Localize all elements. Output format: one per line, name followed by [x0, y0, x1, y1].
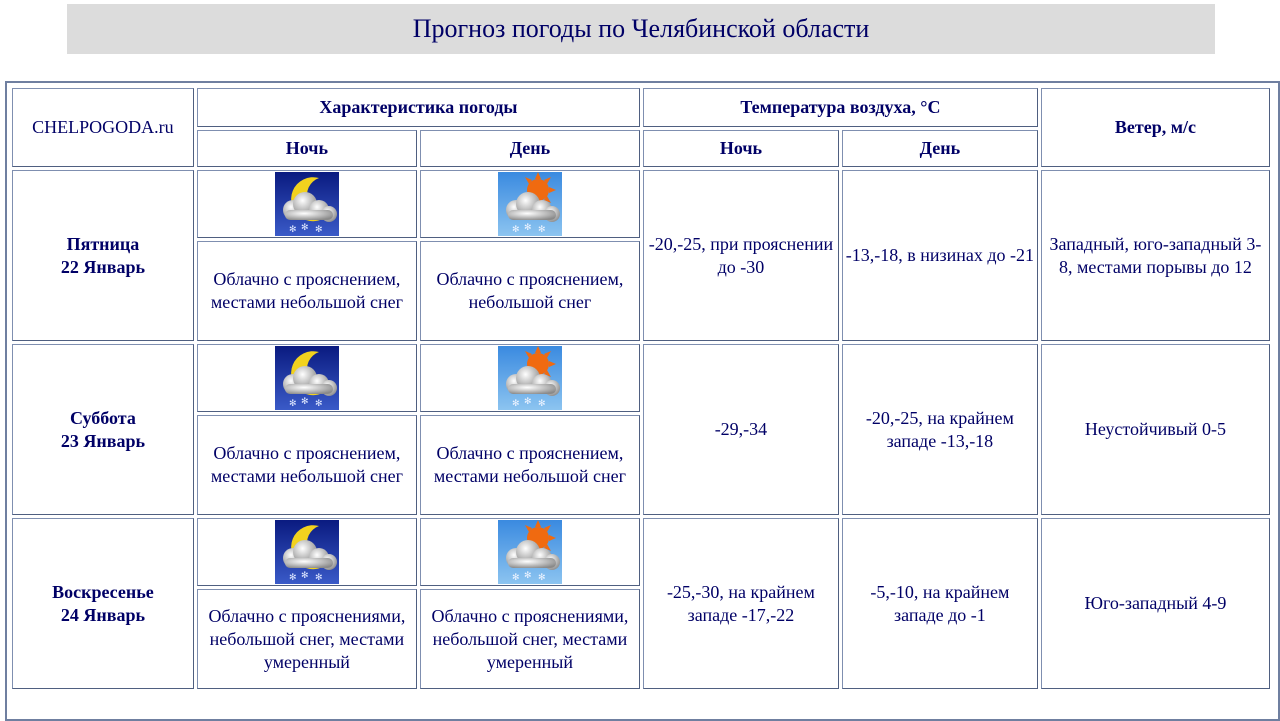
header-weather-day: День: [420, 130, 640, 167]
night-description: Облачно с прояснением, местами небольшой снег: [197, 241, 417, 341]
day-label: [12, 518, 194, 689]
night-description: Облачно с прояснениями, небольшой снег, местами умеренный: [197, 589, 417, 689]
moon-cloud-snow-icon: [275, 346, 339, 410]
night-icon-cell: [197, 344, 417, 412]
moon-cloud-snow-icon: [275, 520, 339, 584]
forecast-table-frame: [5, 81, 1280, 721]
sun-cloud-snow-icon: [498, 346, 562, 410]
weekday: Пятница: [66, 233, 140, 254]
date: 24 Январь: [60, 604, 145, 625]
temp-night: -20,-25, при прояснении до -30: [643, 170, 839, 341]
wind: Юго-западный 4-9: [1041, 518, 1270, 689]
temp-day: -20,-25, на крайнем западе -13,-18: [842, 344, 1038, 515]
page-title: Прогноз погоды по Челябинской области: [67, 4, 1215, 54]
day-description: Облачно с прояснением, местами небольшой снег: [420, 415, 640, 515]
night-icon-cell: [197, 518, 417, 586]
header-wind: Ветер, м/с: [1041, 88, 1270, 167]
date: 23 Январь: [60, 430, 145, 451]
sun-cloud-snow-icon: [498, 172, 562, 236]
moon-cloud-snow-icon: [275, 172, 339, 236]
header-weather-night: Ночь: [197, 130, 417, 167]
day-description: Облачно с прояснениями, небольшой снег, местами умеренный: [420, 589, 640, 689]
temp-night: -29,-34: [643, 344, 839, 515]
day-label: [12, 344, 194, 515]
night-icon-cell: [197, 170, 417, 238]
wind: Неустойчивый 0-5: [1041, 344, 1270, 515]
header-air-temperature: Температура воздуха, °С: [643, 88, 1038, 127]
header-temp-day: День: [842, 130, 1038, 167]
date: 22 Январь: [60, 256, 145, 277]
day-icon-cell: [420, 518, 640, 586]
sun-cloud-snow-icon: [498, 520, 562, 584]
weekday: Суббота: [69, 407, 136, 428]
wind: Западный, юго-западный 3-8, местами порывы до 12: [1041, 170, 1270, 341]
weekday: Воскресенье: [52, 581, 154, 602]
temp-night: -25,-30, на крайнем западе -17,-22: [643, 518, 839, 689]
night-description: Облачно с прояснением, местами небольшой снег: [197, 415, 417, 515]
header-weather-characteristics: Характеристика погоды: [197, 88, 640, 127]
day-icon-cell: [420, 170, 640, 238]
day-description: Облачно с прояснением, небольшой снег: [420, 241, 640, 341]
site-name[interactable]: CHELPOGODA.ru: [12, 88, 194, 167]
day-label: [12, 170, 194, 341]
temp-day: -13,-18, в низинах до -21: [842, 170, 1038, 341]
forecast-table: [9, 85, 1273, 692]
temp-day: -5,-10, на крайнем западе до -1: [842, 518, 1038, 689]
header-temp-night: Ночь: [643, 130, 839, 167]
day-icon-cell: [420, 344, 640, 412]
